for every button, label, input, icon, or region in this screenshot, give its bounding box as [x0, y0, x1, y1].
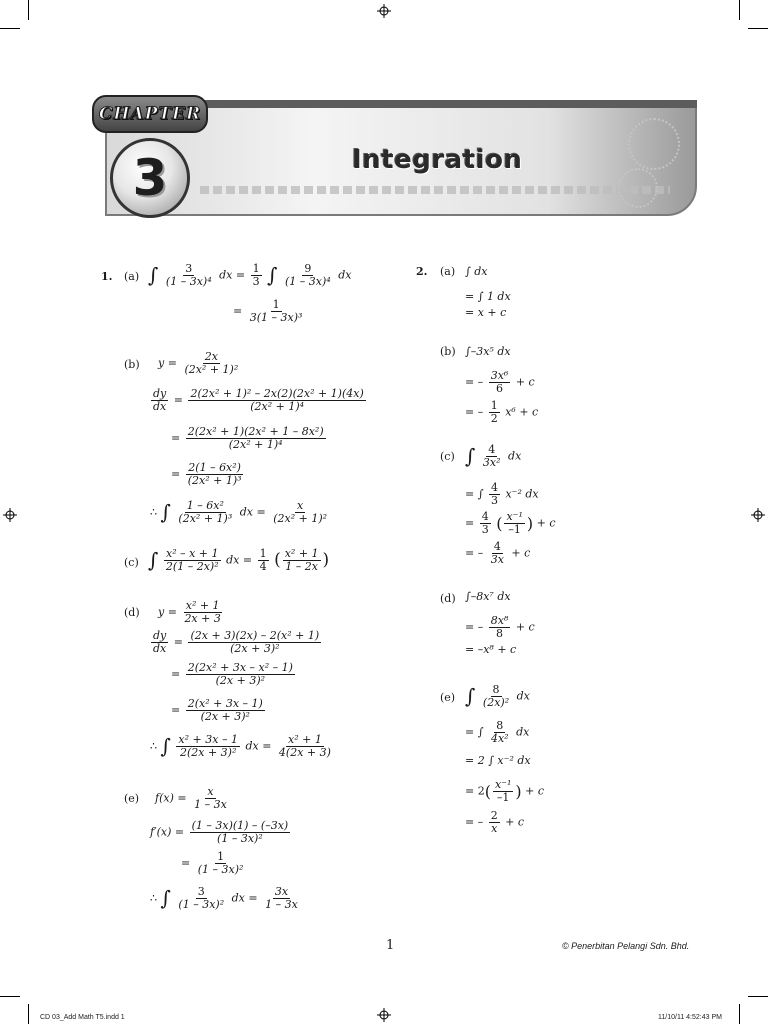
equation-line: = ∫ 1 dx [465, 290, 511, 303]
part-label: (a) [440, 265, 456, 278]
crop-mark [0, 28, 20, 29]
equation-line: ∴ ∫ $\frac{3}{\text{(1 – 3x)²}}$ dx = $\frac{3x}{1 - 3x}$ [150, 885, 298, 911]
equation-line: = ∫ $\frac{4}{3}$ x⁻² dx [465, 481, 539, 507]
part-label: (d) [124, 606, 140, 619]
equation-line: ∫–8x⁷ dx [465, 590, 511, 603]
part-label: (a) [124, 270, 140, 283]
equation-line: $\frac{dy}{dx}$ = $\frac{\text{2(2x² + 1)² – 2x(2)(2x² + 1)(4x)}}{\text{(2x² + 1)⁴}}$ [153, 387, 364, 413]
equation-line: ∫ $\frac{4}{\text{3x²}}$ dx [465, 443, 522, 469]
banner-dotted-strip [200, 186, 670, 194]
equation-line: ∫ $\frac{3}{\text{(1 – 3x)⁴}}$ dx = $\frac{1}{3}$ ∫ $\frac{9}{\text{(1 – 3x)⁴}}$ dx [148, 262, 352, 288]
equation-line: = – $\frac{1}{2}$ x⁶ + c [465, 399, 539, 425]
equation-line: = $\frac{4}{3}$ ( $\frac{\text{x⁻¹}}{-1}$ ) + c [465, 510, 556, 536]
crop-mark [28, 0, 29, 20]
equation-line: = $\frac{\text{2(2x² + 1)(2x² + 1 – 8x²)}}{\text{(2x² + 1)⁴}}$ [171, 425, 324, 451]
equation-line: ∴ ∫ $\frac{\text{x² + 3x – 1}}{\text{2(2x + 3)²}}$ dx = $\frac{\text{x² + 1}}{4(2x + 3)}$ [150, 733, 331, 759]
equation-line: = – $\frac{\text{8x⁸}}{8}$ + c [465, 614, 535, 640]
registration-mark-icon [377, 4, 391, 18]
equation-line: ∴ ∫ $\frac{\text{1 – 6x²}}{\text{(2x² + 1)³}}$ dx = $\frac{x}{\text{(2x² + 1)²}}$ [150, 499, 328, 525]
equation-line: y = $\frac{2x}{\text{(2x² + 1)²}}$ [158, 350, 239, 376]
part-label: (c) [440, 450, 455, 463]
registration-mark-icon [3, 508, 17, 522]
chapter-badge [92, 95, 208, 133]
equation-line: = $\frac{\text{2(2x² + 3x – x² – 1)}}{\text{(2x + 3)²}}$ [171, 661, 293, 687]
publisher-credit: © Penerbitan Pelangi Sdn. Bhd. [562, 941, 690, 951]
equation-line: ∫ $\frac{\text{x² – x + 1}}{\text{2(1 – 2x)²}}$ dx = $\frac{1}{4}$ ( $\frac{\text{x² + 1}}{1 - 2x}$ ) [148, 547, 330, 573]
gear-decoration-icon [628, 118, 680, 170]
equation-line: = –x⁸ + c [465, 643, 517, 656]
crop-mark [748, 28, 768, 29]
equation-line: f(x) = $\frac{x}{1 - 3x}$ [155, 785, 227, 811]
chapter-number-circle [110, 138, 190, 218]
part-label: (d) [440, 592, 456, 605]
question-number: 2. [416, 265, 428, 278]
crop-mark [739, 1004, 740, 1024]
part-label: (b) [124, 358, 140, 371]
equation-line: = ∫ $\frac{8}{\text{4x²}}$ dx [465, 719, 530, 745]
equation-line: = $\frac{\text{2(x² + 3x – 1)}}{\text{(2x + 3)²}}$ [171, 697, 263, 723]
registration-mark-icon [751, 508, 765, 522]
equation-line: = 2( $\frac{\text{x⁻¹}}{-1}$ ) + c [465, 778, 545, 804]
equation-line: = – $\frac{4}{3x}$ + c [465, 540, 531, 566]
equation-line: = $\frac{1}{\text{3(1 – 3x)³}}$ [233, 298, 303, 324]
equation-line: = x + c [465, 306, 507, 319]
slug-timestamp: 11/10/11 4:52:43 PM [658, 1014, 722, 1021]
equation-line: = $\frac{\text{2(1 – 6x²)}}{\text{(2x² + 1)³}}$ [171, 461, 242, 487]
equation-line: = – $\frac{2}{x}$ + c [465, 809, 525, 835]
crop-mark [739, 0, 740, 20]
crop-mark [28, 1004, 29, 1024]
slug-filename: CD 03_Add Math T5.indd 1 [40, 1014, 125, 1021]
banner-top-rule [200, 100, 697, 108]
equation-line: $\frac{dy}{dx}$ = $\frac{\text{(2x + 3)(2x) – 2(x² + 1)}}{\text{(2x + 3)²}}$ [153, 629, 320, 655]
equation-line: = – $\frac{\text{3x⁶}}{6}$ + c [465, 369, 535, 395]
equation-line: ∫ dx [465, 265, 488, 278]
equation-line: ∫–3x⁵ dx [465, 345, 511, 358]
chapter-badge-label: CHAPTER [98, 104, 202, 124]
question-number: 1. [101, 270, 113, 283]
equation-line: = 2 ∫ x⁻² dx [465, 754, 531, 767]
registration-mark-icon [377, 1008, 391, 1022]
part-label: (c) [124, 556, 139, 569]
equation-line: = $\frac{1}{\text{(1 – 3x)²}}$ [181, 850, 244, 876]
page-number: 1 [386, 938, 395, 953]
equation-line: ∫ $\frac{8}{\text{(2x)²}}$ dx [465, 683, 530, 709]
chapter-title: Integration [352, 145, 523, 175]
crop-mark [748, 996, 768, 997]
equation-line: f′(x) = $\frac{(1 - 3x)(1) - (-3x)}{\text{(1 – 3x)²}}$ [150, 819, 289, 845]
chapter-number: 3 [132, 149, 168, 207]
part-label: (e) [124, 792, 140, 805]
part-label: (e) [440, 691, 456, 704]
crop-mark [0, 996, 20, 997]
part-label: (b) [440, 345, 456, 358]
gear-decoration-icon [618, 168, 658, 208]
equation-line: y = $\frac{\text{x² + 1}}{2x + 3}$ [158, 599, 221, 625]
